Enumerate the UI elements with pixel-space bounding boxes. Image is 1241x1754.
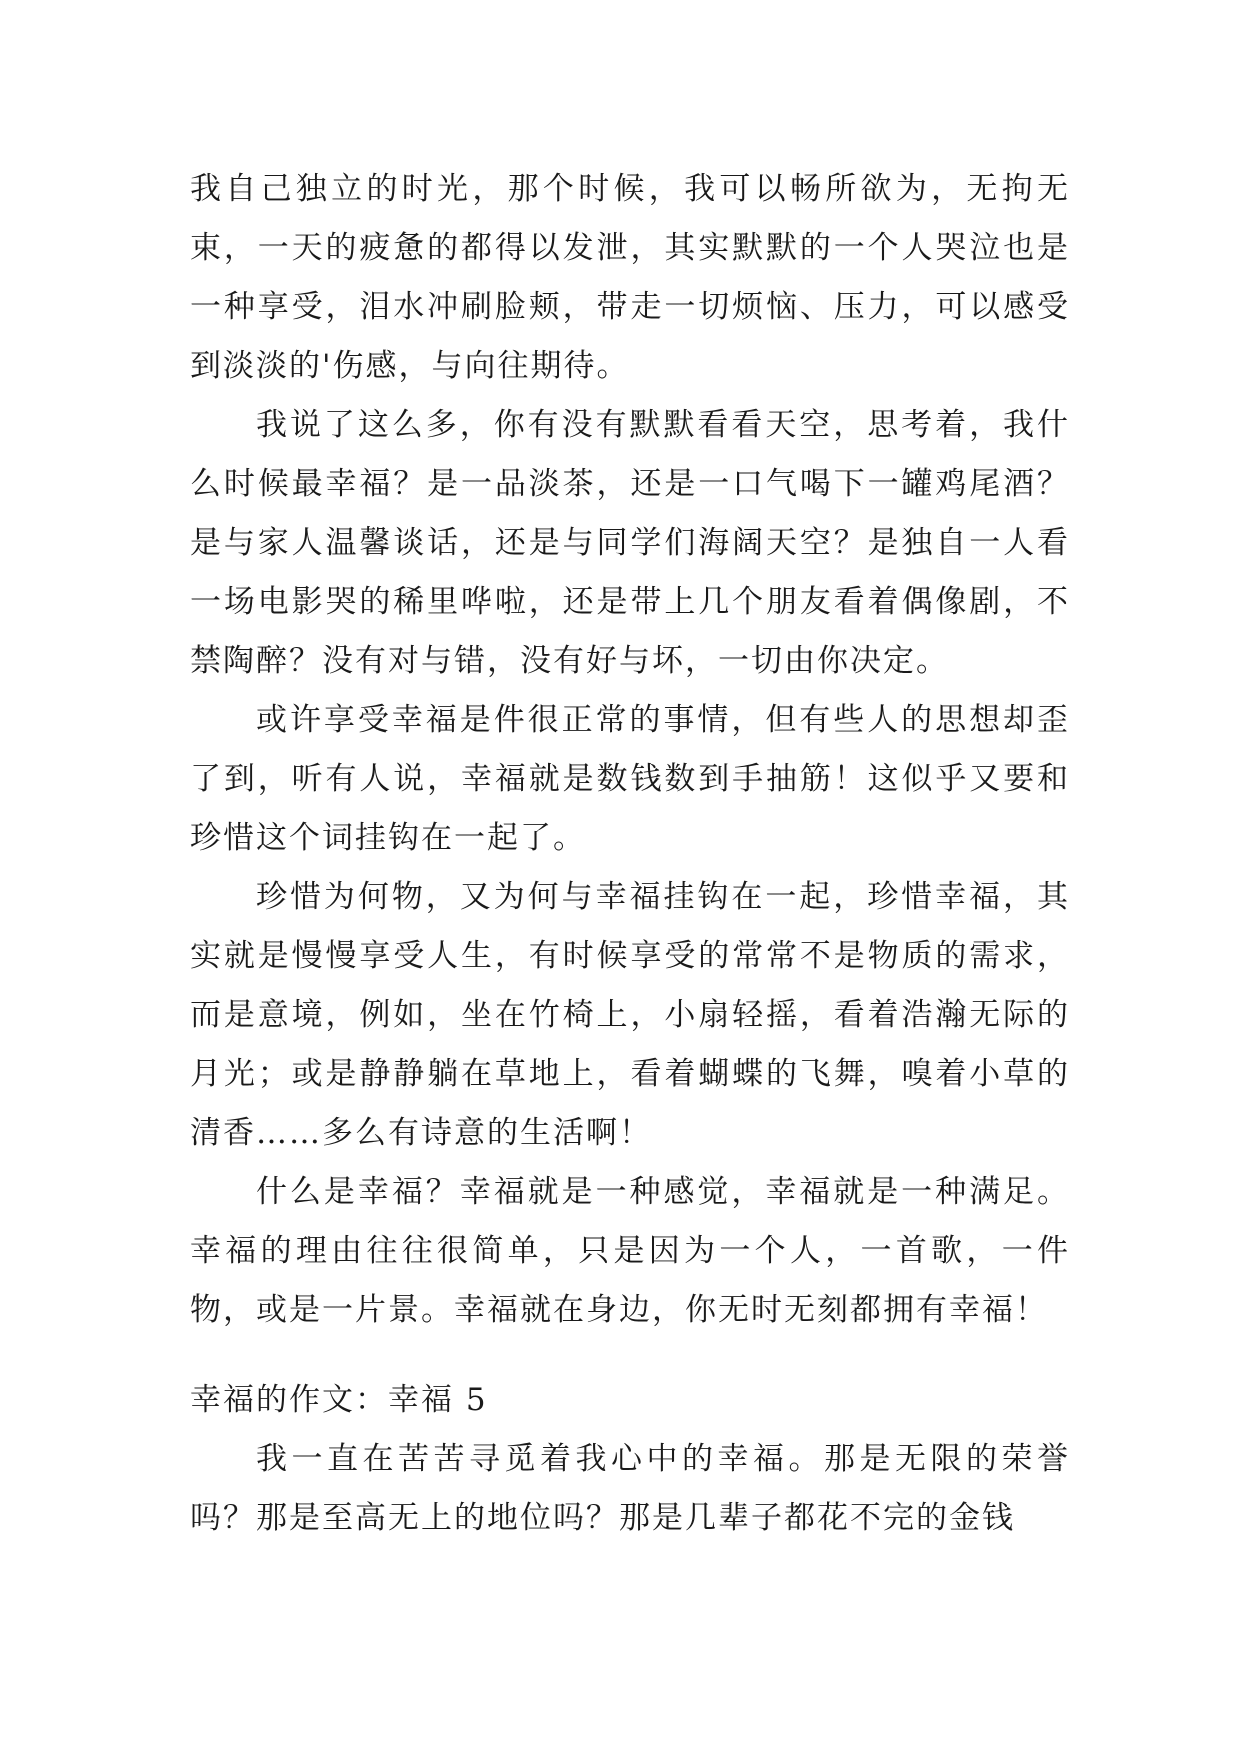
essay-body-top [190, 160, 1070, 1340]
paragraph-1: 我自己独立的时光，那个时候，我可以畅所欲为，无拘无束，一天的疲惫的都得以发泄，其实默默的一个人哭泣也是一种享受，泪水冲刷脸颊，带走一切烦恼、压力，可以感受到淡淡的'伤感，与向往期待。 [190, 171, 1070, 384]
paragraph-3: 或许享受幸福是件很正常的事情，但有些人的思想却歪了到，听有人说，幸福就是数钱数到手抽筋！这似乎又要和珍惜这个词挂钩在一起了。 [190, 702, 1070, 856]
paragraph-5: 什么是幸福？幸福就是一种感觉，幸福就是一种满足。幸福的理由往往很简单，只是因为一个人，一首歌，一件物，或是一片景。幸福就在身边，你无时无刻都拥有幸福！ [190, 1174, 1070, 1328]
section-heading: 幸福的作文：幸福 5 [190, 1382, 488, 1418]
paragraph-4: 珍惜为何物，又为何与幸福挂钩在一起，珍惜幸福，其实就是慢慢享受人生，有时候享受的常常不是物质的需求，而是意境，例如，坐在竹椅上，小扇轻摇，看着浩瀚无际的月光；或是静静躺在草地上，看着蝴蝶的飞舞，嗅着小草的清香……多么有诗意的生活啊！ [190, 879, 1070, 1151]
paragraph-2: 我说了这么多，你有没有默默看看天空，思考着，我什么时候最幸福？是一品淡茶，还是一口气喝下一罐鸡尾酒？是与家人温馨谈话，还是与同学们海阔天空？是独自一人看一场电影哭的稀里哗啦，还是带上几个朋友看着偶像剧，不禁陶醉？没有对与错，没有好与坏，一切由你决定。 [190, 407, 1070, 679]
paragraph-6: 我一直在苦苦寻觅着我心中的幸福。那是无限的荣誉吗？那是至高无上的地位吗？那是几辈子都花不完的金钱 [190, 1441, 1070, 1536]
essay-body-bottom [190, 1371, 1070, 1548]
